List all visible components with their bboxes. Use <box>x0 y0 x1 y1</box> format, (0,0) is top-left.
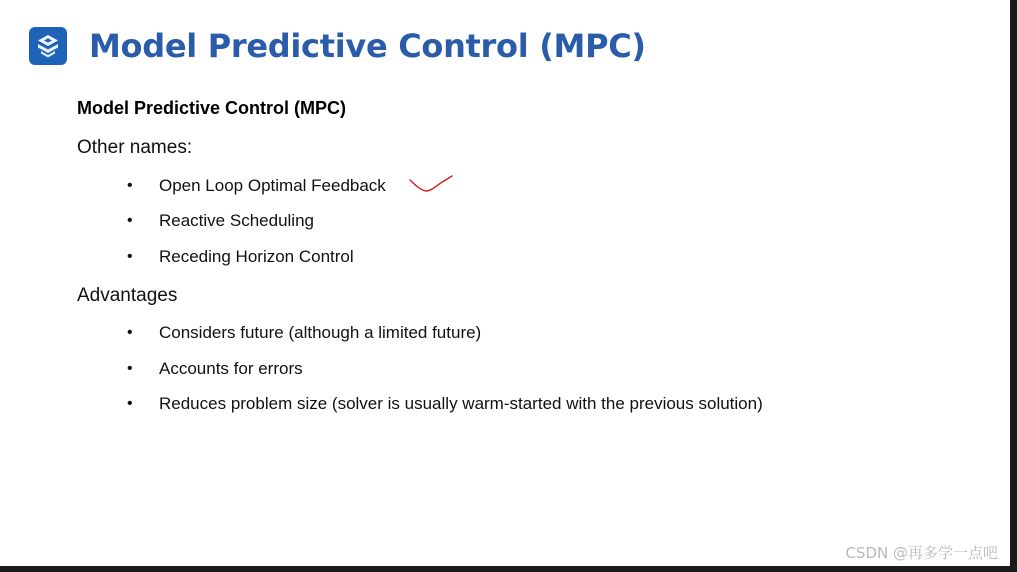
list-item-text: Accounts for errors <box>159 359 303 378</box>
slide-subheading: Model Predictive Control (MPC) <box>77 98 347 118</box>
watermark: CSDN @再多学一点吧 <box>845 544 998 562</box>
bullet-icon: • <box>127 248 133 265</box>
list-item-text: Reduces problem size (solver is usually warm-started with the previous solution) <box>159 394 763 413</box>
advantages-label: Advantages <box>77 285 178 306</box>
bottom-frame-border <box>0 566 1017 572</box>
list-item-text: Open Loop Optimal Feedback <box>159 176 386 195</box>
list-item <box>127 174 386 198</box>
other-names-label: Other names: <box>77 137 193 158</box>
page-title: Model Predictive Control (MPC) <box>89 27 646 65</box>
list-item <box>127 245 354 269</box>
bullet-icon: • <box>127 395 133 412</box>
bullet-icon: • <box>127 360 133 377</box>
list-item-text: Receding Horizon Control <box>159 247 354 266</box>
list-item <box>127 209 314 233</box>
bullet-icon: • <box>127 324 133 341</box>
bullet-icon: • <box>127 212 133 229</box>
bullet-icon: • <box>127 177 133 194</box>
list-item <box>127 392 763 416</box>
list-item <box>127 357 303 381</box>
list-item <box>127 321 481 345</box>
s-logo-icon <box>29 27 67 65</box>
right-frame-border <box>1010 0 1017 572</box>
red-checkmark-annotation <box>408 172 454 199</box>
list-item-text: Reactive Scheduling <box>159 211 314 230</box>
list-item-text: Considers future (although a limited future) <box>159 323 482 342</box>
